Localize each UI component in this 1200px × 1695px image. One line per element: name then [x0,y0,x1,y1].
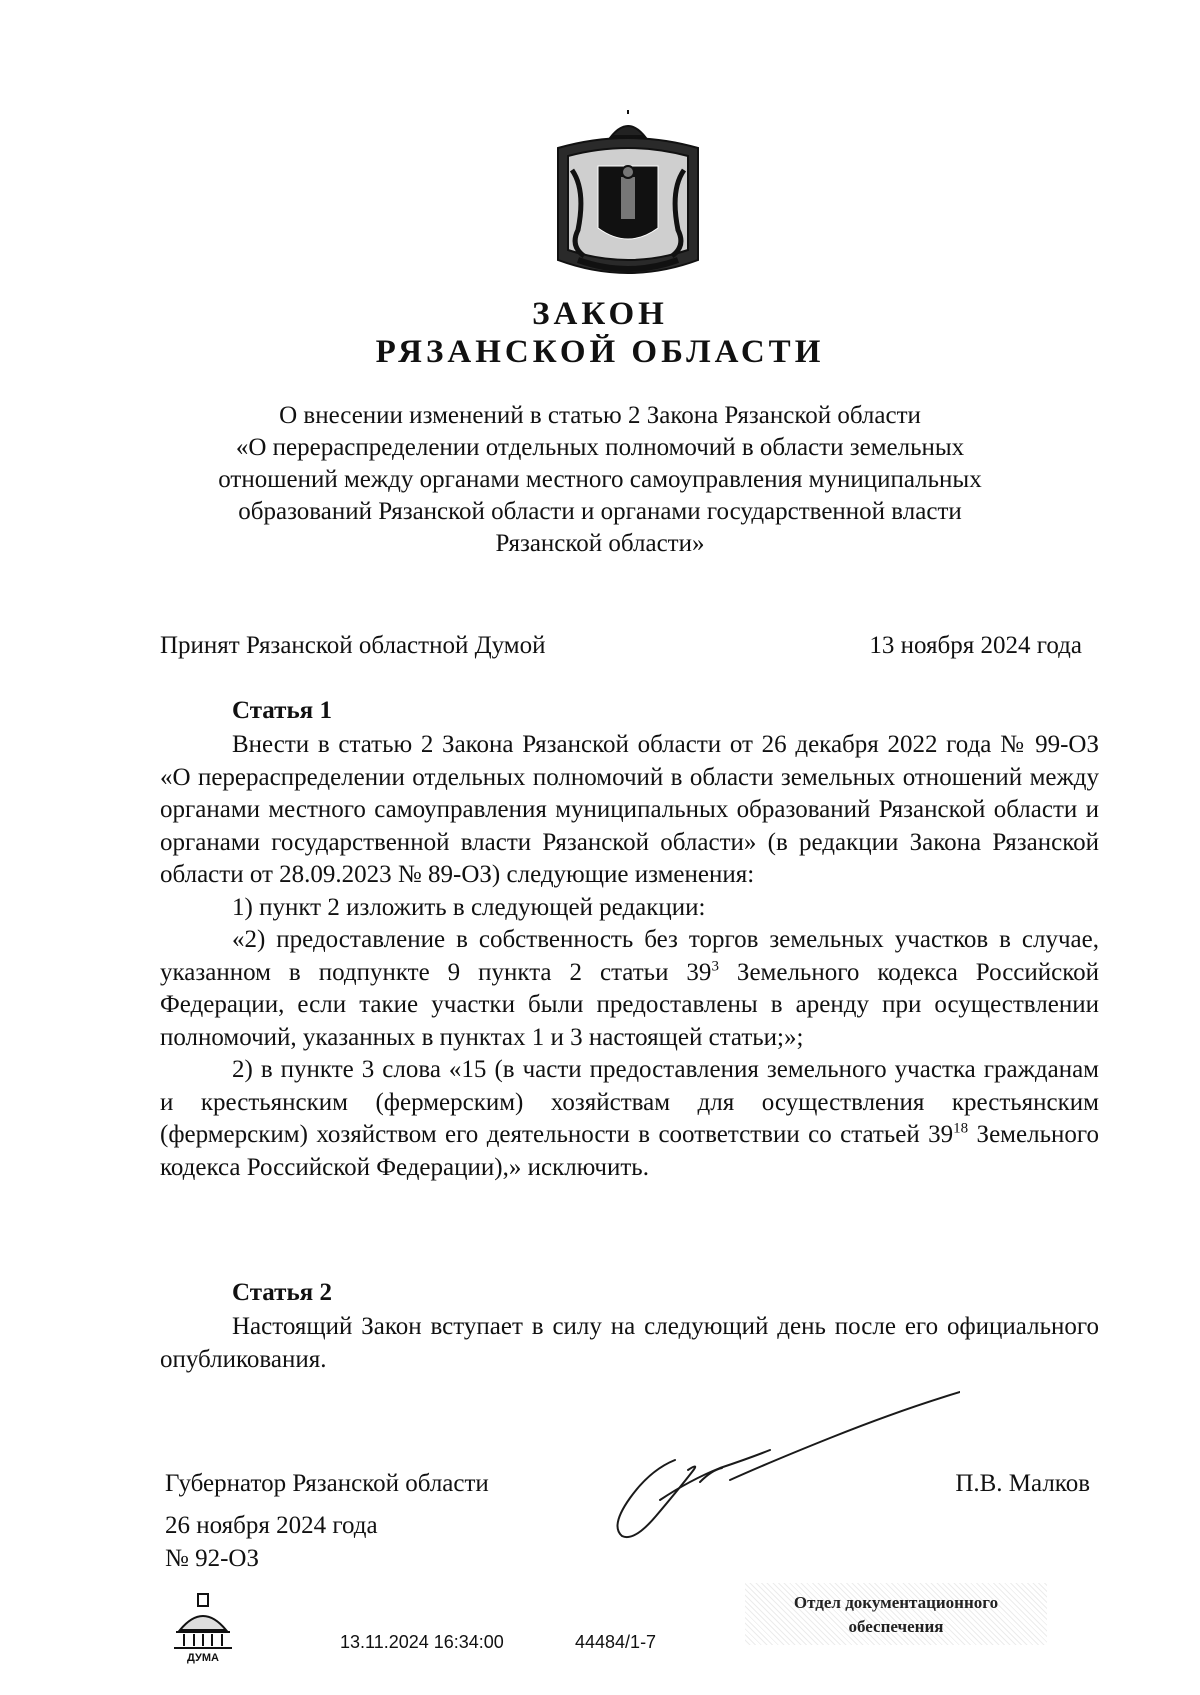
svg-text:ДУМА: ДУМА [187,1652,219,1664]
subject-line: «О перераспределении отдельных полномочий в области земельных [235,434,965,461]
handwritten-signature [600,1390,960,1550]
signing-date: 26 ноября 2024 года [165,1512,378,1539]
law-title: ЗАКОН [532,296,668,332]
subject-line: образований Рязанской области и органами государственной власти [238,498,962,525]
article-1-item-2: 2) в пункте 3 слова «15 (в части предоставления земельного участка гражданам и крестьянским (фермерским) хозяйствам для осуществления крестьянским (фермерским) хозяйством его деятельности в соответствии со статьей $39^{18}$ Земельного кодекса Российской Федерации),» исключить. [160,1056,1099,1181]
stamp-line-2: обеспечения [848,1617,944,1636]
law-subject [150,400,1050,560]
article-1-item-1-quote: «2) предоставление в собственность без торгов земельных участков в случае, указанном в подпункте 9 пункта 2 статьи $39^3$ Земельного кодекса Российской Федерации, если такие участки были предоставлены в аренду при осуществлении полномочий, указанных в пунктах 1 и 3 настоящей статьи;»; [160,926,1099,1051]
adopted-by: Принят Рязанской областной Думой [160,632,546,659]
registration-datetime: 13.11.2024 16:34:00 [340,1632,504,1652]
department-stamp [745,1583,1047,1645]
article-1-item-1: 1) пункт 2 изложить в следующей редакции: [232,893,706,921]
article-2-heading: Статья 2 [232,1279,332,1306]
subject-line: Рязанской области» [495,530,705,557]
article-2-body [160,1311,1099,1376]
region-title: РЯЗАНСКОЙ ОБЛАСТИ [375,334,825,370]
article-1-intro: Внести в статью 2 Закона Рязанской области от 26 декабря 2022 года № 99-ОЗ «О перераспределении отдельных полномочий в области земельных отношений между органами местного самоуправления муниципальных образований Рязанской области и органами государственной власти Рязанской области» (в редакции Закона Рязанской области от 28.09.2023 № 89-ОЗ) следующие изменения: [160,731,1099,888]
stamp-line-1: Отдел документационного [793,1593,999,1612]
article-1-heading: Статья 1 [232,697,332,724]
duma-building-icon [170,1592,236,1664]
article-1-body [160,729,1099,1184]
subject-line: О внесении изменений в статью 2 Закона Рязанской области [279,402,921,429]
article-2-text: Настоящий Закон вступает в силу на следующий день после его официального опубликования. [160,1313,1099,1373]
subject-line: отношений между органами местного самоуправления муниципальных [218,466,982,493]
registration-number: 44484/1-7 [575,1632,657,1652]
governor-title: Губернатор Рязанской области [165,1470,489,1497]
coat-of-arms-icon [548,110,708,290]
adoption-date: 13 ноября 2024 года [869,632,1082,659]
governor-name: П.В. Малков [955,1470,1090,1497]
law-number: № 92-ОЗ [165,1545,260,1572]
